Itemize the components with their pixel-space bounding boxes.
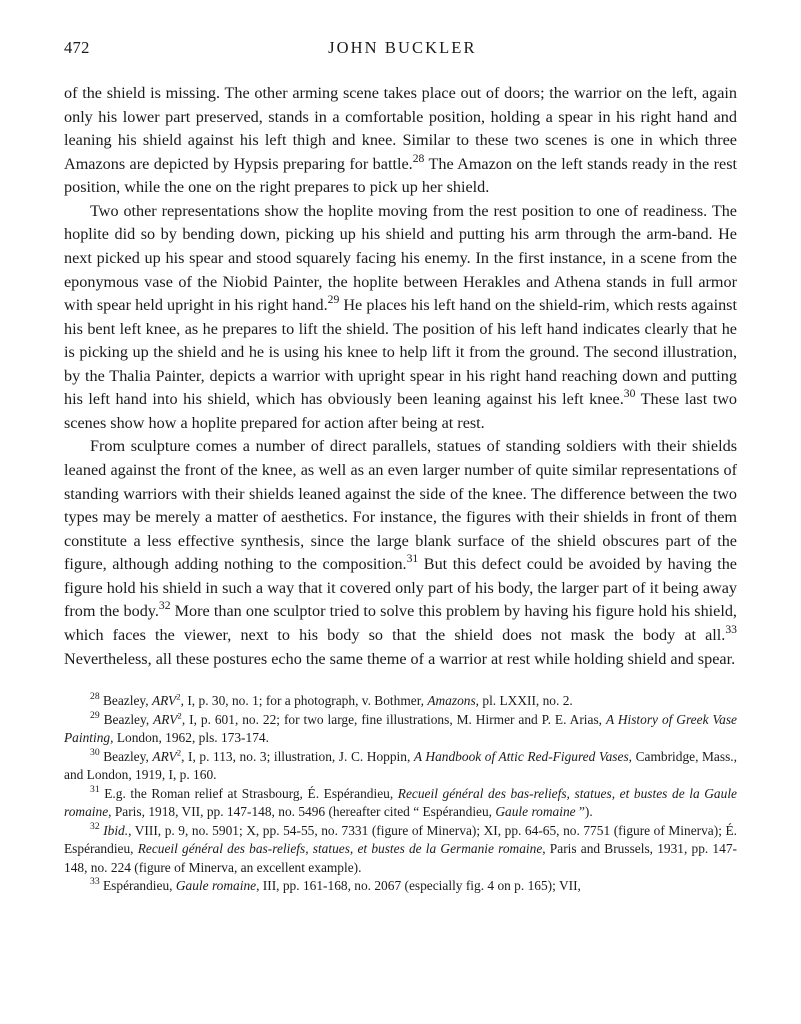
footnote-marker: 33 [90, 876, 100, 888]
footnote-29 [64, 711, 737, 748]
footnote-text-run: Amazons [427, 693, 476, 709]
footnote-text-run: Beazley, [103, 711, 154, 727]
footnote-marker: 28 [90, 691, 100, 703]
footnote-33 [64, 877, 737, 896]
footnote-ref-32: 32 [158, 599, 171, 613]
footnote-text-run: Ibid. [103, 822, 129, 838]
running-head [64, 38, 737, 66]
footnote-30 [64, 748, 737, 785]
footnote-text-run: ”). [575, 804, 593, 820]
paragraph-2-mid: He places his left hand on the shield-rim, which rests against his bent left knee, as he prepares to lift the shield. The position of his left hand indicates clearly that he is picking up the shield and he is using his knee to help lift it from the ground. The second illustration, by the Thalia Painter, depicts a warrior with upright spear in his right hand reaching down and putting his left hand into his shield, which has obviously been leaning against his left knee. [64, 296, 737, 409]
footnote-text-run: A History of Greek Vase Painting [64, 711, 737, 746]
footnote-ref-33: 33 [725, 622, 737, 636]
footnote-ref-31: 31 [406, 552, 419, 566]
footnote-text-run: Beazley, [103, 748, 153, 764]
body-text [64, 82, 737, 671]
paragraph-3-mid: But this defect could be avoided by having the figure hold his shield in such a way that it covered only part of his body, the larger part of it being away from the body. [64, 555, 737, 621]
footnote-text-run: 2 [176, 691, 181, 702]
footnote-text-run: Beazley, [102, 693, 152, 709]
footnote-marker: 29 [90, 709, 100, 721]
footnote-text-run: , VIII, p. 9, no. 5901; X, pp. 54-55, no. 7331 (figure of Minerva); XI, pp. 64-65, no. 7751 (figure of Minerva); É. Espérandieu, [64, 822, 737, 857]
footnote-text-run: Gaule romaine [175, 878, 257, 894]
footnote-text-run: Gaule romaine [495, 804, 576, 820]
paragraph-3-tail: Nevertheless, all these postures echo the same theme of a warrior at rest while holding shield and spear. [64, 649, 736, 668]
footnote-ref-30: 30 [623, 387, 636, 401]
footnote-text-run: , Paris, 1918, VII, pp. 147-148, no. 5496 (hereafter cited “ Espérandieu, [108, 804, 496, 820]
paragraph-2-tail: These last two scenes show how a hoplite prepared for action after being at rest. [64, 390, 738, 432]
paragraph-2 [64, 200, 737, 436]
footnote-marker: 30 [90, 746, 100, 758]
page-title: JOHN BUCKLER [328, 38, 477, 57]
footnotes-section [64, 692, 737, 896]
footnote-ref-29: 29 [327, 292, 340, 306]
paragraph-1 [64, 82, 737, 200]
paragraph-3-mid-2: More than one sculptor tried to solve this problem by having his figure hold his shield, which faces the viewer, next to his body so that the shield does not mask the body at all. [64, 602, 737, 644]
paragraph-2-text: Two other representations show the hoplite moving from the rest position to one of readiness. The hoplite did so by bending down, picking up his shield and putting his arm through the arm-band. He next picked up his spear and stood squarely facing his enemy. In the first instance, in a scene from the eponymous vase of the Niobid Painter, the hoplite between Herakles and Athena stands in full armor with spear held upright in his right hand. [64, 201, 737, 315]
footnote-marker: 32 [90, 820, 100, 832]
footnote-text-run: , pl. LXXII, no. 2. [475, 693, 573, 709]
paragraph-3-text: From sculpture comes a number of direct parallels, statues of standing soldiers with their shields leaned against the front of the knee, as well as an even larger number of quite similar representations of standing warriors with their shields leaned against the side of the knee. The difference between the two types may be merely a matter of aesthetics. For instance, the figures with their shields in front of them constitute a less effective synthesis, since the large blank surface of the shield obscures part of the figure, although adding nothing to the composition. [64, 437, 737, 574]
footnote-text-run: 2 [176, 747, 182, 758]
footnote-text-run: E.g. the Roman relief at Strasbourg, É. Espérandieu, [104, 785, 398, 801]
footnote-text-run: 2 [177, 710, 182, 721]
paragraph-1-tail: The Amazon on the left stands ready in the rest position, while the one on the right prepares to pick up her shield. [64, 154, 737, 197]
footnote-text-run: , III, pp. 161-168, no. 2067 (especially fig. 4 on p. 165); VII, [256, 878, 581, 894]
footnote-text-run: A Handbook of Attic Red-Figured Vases [413, 748, 629, 764]
paragraph-3 [64, 435, 737, 671]
footnote-text-run: ARV [151, 693, 177, 709]
footnote-text-run: , Paris and Brussels, 1931, pp. 147-148, no. 224 (figure of Minerva, an excellent example). [64, 841, 737, 875]
footnote-text-run: , London, 1962, pls. 173-174. [110, 730, 269, 746]
footnote-text-run: Recueil général des bas-reliefs, statues, et bustes de la Gaule romaine [64, 785, 737, 820]
footnote-text-run: ARV [152, 748, 177, 764]
footnote-text-run: , Cambridge, Mass., and London, 1919, I, p. 160. [64, 748, 737, 783]
paragraph-1-text: of the shield is missing. The other arming scene takes place out of doors; the warrior on the left, again only his lower part preserved, stands in a comfortable position, holding a spear in his right hand and leaning his shield against his left thigh and knee. Similar to these two scenes is one in which three Amazons are depicted by Hypsis preparing for battle. [64, 84, 737, 173]
footnote-28 [64, 692, 737, 711]
footnote-text-run: , I, p. 30, no. 1; for a photograph, v. Bothmer, [180, 693, 428, 709]
footnote-text-run: Recueil général des bas-reliefs, statues, et bustes de la Germanie romaine [137, 841, 543, 857]
footnote-text-run: ARV [153, 711, 178, 727]
footnote-31 [64, 785, 737, 822]
footnote-ref-28: 28 [412, 151, 425, 165]
footnote-marker: 31 [90, 783, 100, 795]
footnote-32 [64, 822, 737, 878]
page-number: 472 [64, 38, 90, 57]
footnote-text-run: , I, p. 113, no. 3; illustration, J. C. Hoppin, [181, 748, 414, 764]
footnote-text-run: , I, p. 601, no. 22; for two large, fine illustrations, M. Hirmer and P. E. Arias, [181, 711, 606, 727]
footnote-text-run: Espérandieu, [102, 878, 176, 894]
